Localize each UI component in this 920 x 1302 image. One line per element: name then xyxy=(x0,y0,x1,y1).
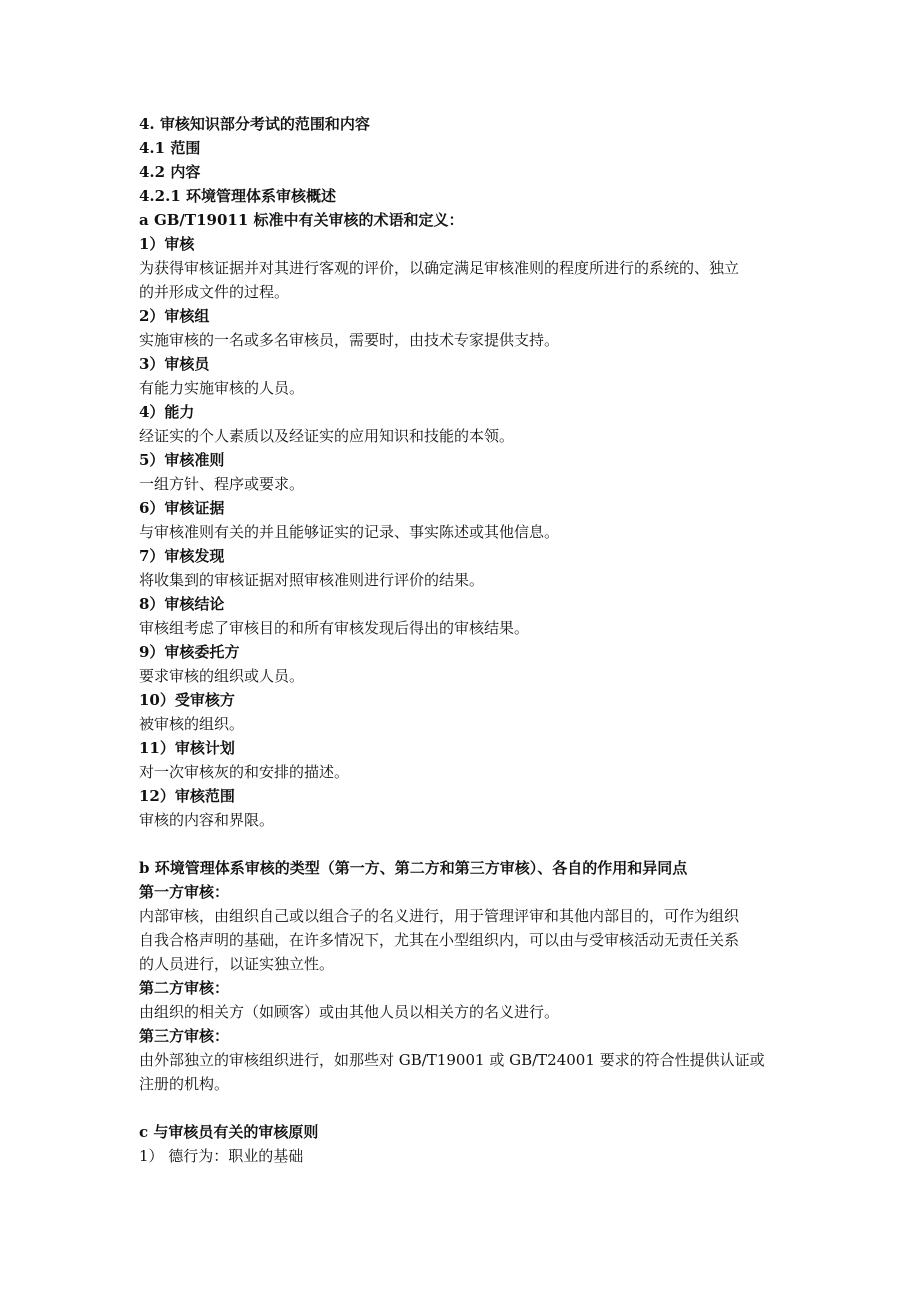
audit-type-description: 自我合格声明的基础，在许多情况下，尤其在小型组织内，可以由与受审核活动无责任关系 xyxy=(139,931,740,949)
section-4-heading: 4. 审核知识部分考试的范围和内容 xyxy=(139,115,370,133)
term-title: 2）审核组 xyxy=(139,307,210,325)
audit-type-title: 第二方审核： xyxy=(139,979,230,997)
term-definition: 审核的内容和界限。 xyxy=(139,811,275,829)
document-page xyxy=(139,112,784,1168)
term-title: 9）审核委托方 xyxy=(139,643,240,661)
term-definition: 经证实的个人素质以及经证实的应用知识和技能的本领。 xyxy=(139,427,515,445)
audit-type-description: 由组织的相关方（如顾客）或由其他人员以相关方的名义进行。 xyxy=(139,1003,560,1021)
subsection-c-heading: c 与审核员有关的审核原则 xyxy=(139,1123,319,1141)
audit-type-description: 内部审核，由组织自己或以组合子的名义进行，用于管理评审和其他内部目的，可作为组织 xyxy=(139,907,740,925)
term-title: 6）审核证据 xyxy=(139,499,225,517)
term-definition: 将收集到的审核证据对照审核准则进行评价的结果。 xyxy=(139,571,485,589)
term-title: 1）审核 xyxy=(139,235,195,253)
term-definition: 审核组考虑了审核目的和所有审核发现后得出的审核结果。 xyxy=(139,619,530,637)
term-definition: 被审核的组织。 xyxy=(139,715,245,733)
term-title: 12）审核范围 xyxy=(139,787,235,805)
section-4-2-1-heading: 4.2.1 环境管理体系审核概述 xyxy=(139,187,336,205)
term-definition: 有能力实施审核的人员。 xyxy=(139,379,305,397)
term-title: 3）审核员 xyxy=(139,355,210,373)
paragraph-gap xyxy=(139,832,784,856)
term-title: 10）受审核方 xyxy=(139,691,235,709)
audit-type-description: 由外部独立的审核组织进行，如那些对 GB/T19001 或 GB/T24001 要求的符合性提供认证或 xyxy=(139,1051,765,1069)
audit-type-title: 第一方审核： xyxy=(139,883,230,901)
principle-item: 1） 德行为：职业的基础 xyxy=(139,1147,304,1165)
term-title: 4）能力 xyxy=(139,403,195,421)
term-title: 5）审核准则 xyxy=(139,451,225,469)
term-definition: 的并形成文件的过程。 xyxy=(139,283,290,301)
section-4-2-heading: 4.2 内容 xyxy=(139,163,201,181)
term-title: 11）审核计划 xyxy=(139,739,235,757)
term-definition: 要求审核的组织或人员。 xyxy=(139,667,305,685)
audit-type-description: 的人员进行，以证实独立性。 xyxy=(139,955,335,973)
paragraph-gap xyxy=(139,1096,784,1120)
term-definition: 实施审核的一名或多名审核员，需要时，由技术专家提供支持。 xyxy=(139,331,560,349)
audit-type-title: 第三方审核： xyxy=(139,1027,230,1045)
term-definition: 为获得审核证据并对其进行客观的评价，以确定满足审核准则的程度所进行的系统的、独立 xyxy=(139,259,740,277)
audit-type-description: 注册的机构。 xyxy=(139,1075,230,1093)
term-definition: 对一次审核灰的和安排的描述。 xyxy=(139,763,350,781)
term-definition: 与审核准则有关的并且能够证实的记录、事实陈述或其他信息。 xyxy=(139,523,560,541)
term-title: 8）审核结论 xyxy=(139,595,225,613)
subsection-a-heading: a GB/T19011 标准中有关审核的术语和定义： xyxy=(139,211,464,229)
term-title: 7）审核发现 xyxy=(139,547,225,565)
term-definition: 一组方针、程序或要求。 xyxy=(139,475,305,493)
subsection-b-heading: b 环境管理体系审核的类型（第一方、第二方和第三方审核）、各自的作用和异同点 xyxy=(139,859,688,877)
section-4-1-heading: 4.1 范围 xyxy=(139,139,201,157)
